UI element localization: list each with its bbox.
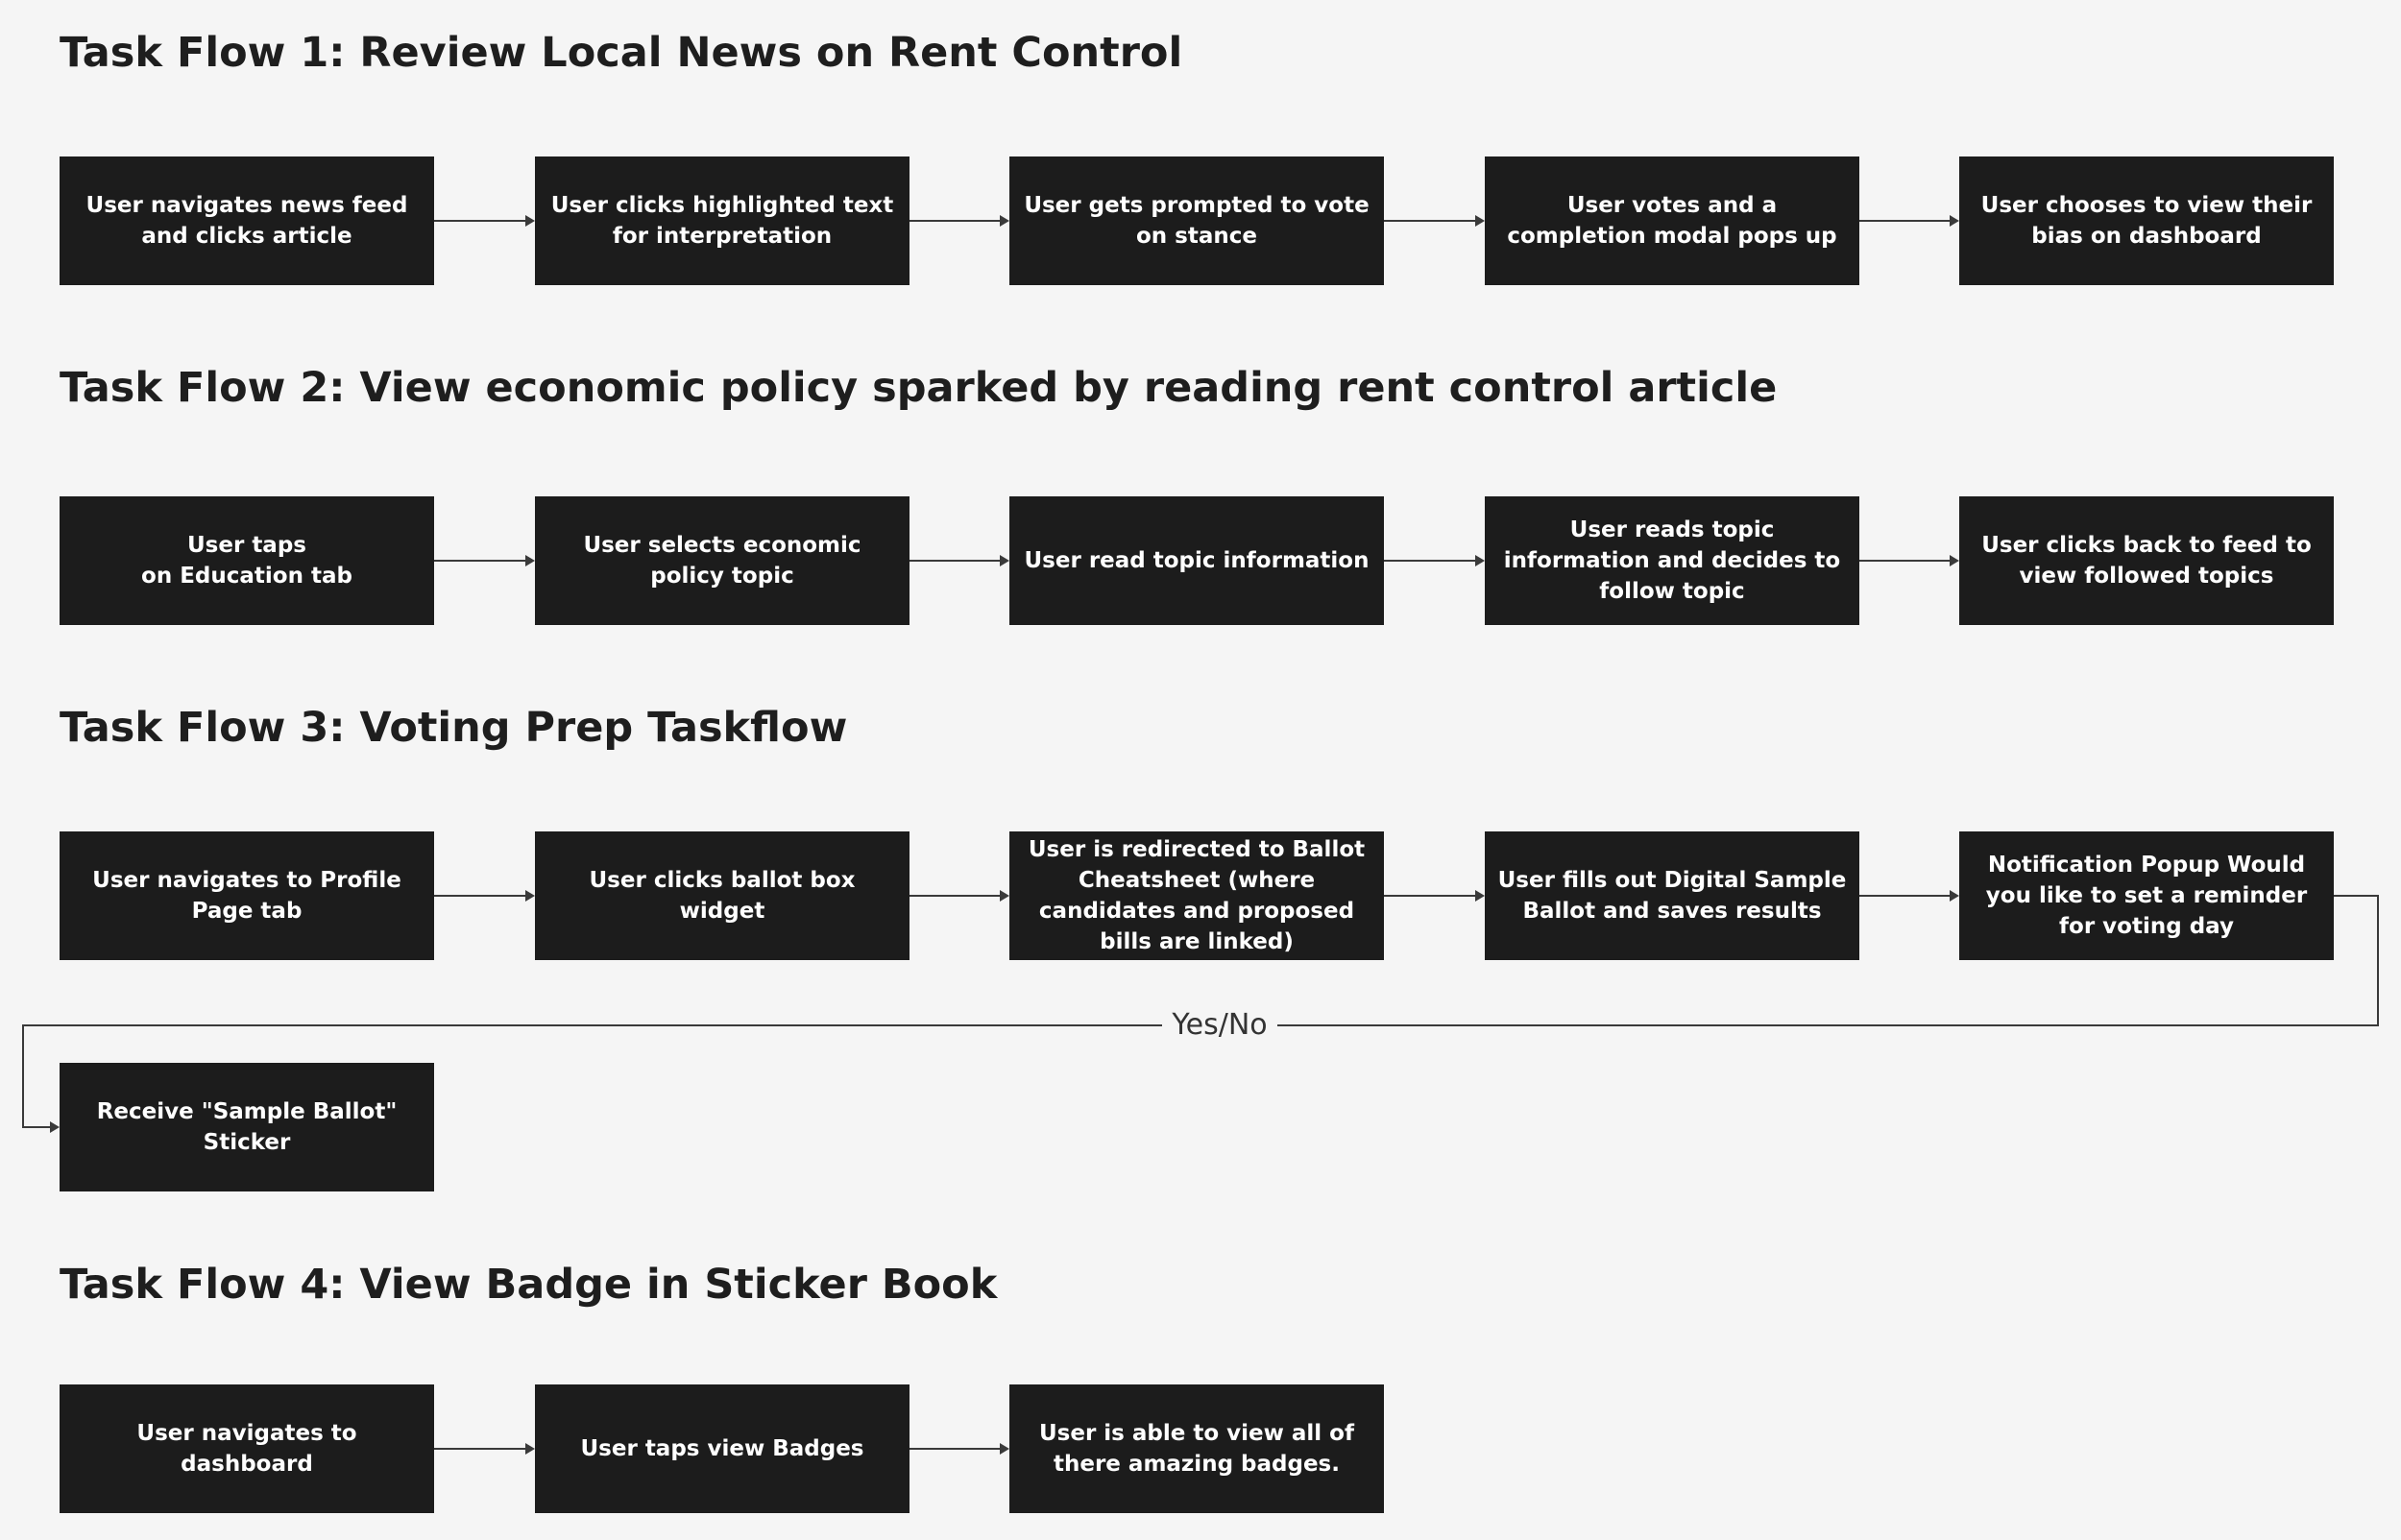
flow-4-arrowhead-2 [1000,1443,1009,1455]
flow-1-step-3: User gets prompted to vote on stance [1009,156,1384,285]
flow-2-step-1: User taps on Education tab [60,496,434,625]
flow-3-loopback-arrowhead [50,1121,60,1133]
flow-2-step-3: User read topic information [1009,496,1384,625]
flow-3-arrowhead-1 [525,890,535,902]
flow-2-arrowhead-4 [1950,555,1959,566]
task-flow-2-title: Task Flow 2: View economic policy sparked by reading rent control article [60,364,1778,412]
flow-3-step-1: User navigates to Profile Page tab [60,831,434,960]
flow-1-arrowhead-3 [1475,215,1485,227]
task-flow-1-title: Task Flow 1: Review Local News on Rent Control [60,29,1183,77]
flow-2-step-2: User selects economic policy topic [535,496,909,625]
flow-3-step-6: Receive "Sample Ballot" Sticker [60,1063,434,1191]
flow-2-arrowhead-2 [1000,555,1009,566]
flow-1-step-2: User clicks highlighted text for interpretation [535,156,909,285]
flow-1-step-4: User votes and a completion modal pops up [1485,156,1859,285]
flow-2-arrowhead-3 [1475,555,1485,566]
flow-3-arrowhead-3 [1475,890,1485,902]
task-flow-3-title: Task Flow 3: Voting Prep Taskflow [60,704,848,752]
flow-3-step-4: User fills out Digital Sample Ballot and saves results [1485,831,1859,960]
flow-3-step-3: User is redirected to Ballot Cheatsheet (where candidates and proposed bills are linked) [1009,831,1384,960]
flow-4-arrowhead-1 [525,1443,535,1455]
flow-3-arrowhead-4 [1950,890,1959,902]
flow-2-step-5: User clicks back to feed to view followed topics [1959,496,2334,625]
flow-4-step-2: User taps view Badges [535,1384,909,1513]
flow-1-step-1: User navigates news feed and clicks article [60,156,434,285]
flow-3-step-2: User clicks ballot box widget [535,831,909,960]
flow-1-arrowhead-4 [1950,215,1959,227]
flow-1-step-5: User chooses to view their bias on dashboard [1959,156,2334,285]
task-flow-4-title: Task Flow 4: View Badge in Sticker Book [60,1261,998,1309]
flow-4-step-3: User is able to view all of there amazing badges. [1009,1384,1384,1513]
flow-3-step-5: Notification Popup Would you like to set a reminder for voting day [1959,831,2334,960]
flow-4-step-1: User navigates to dashboard [60,1384,434,1513]
flow-2-step-4: User reads topic information and decides to follow topic [1485,496,1859,625]
flow-1-arrowhead-2 [1000,215,1009,227]
flow-3-arrowhead-2 [1000,890,1009,902]
branch-label-yes-no: Yes/No [1162,1008,1277,1043]
flow-1-arrowhead-1 [525,215,535,227]
flow-2-arrowhead-1 [525,555,535,566]
